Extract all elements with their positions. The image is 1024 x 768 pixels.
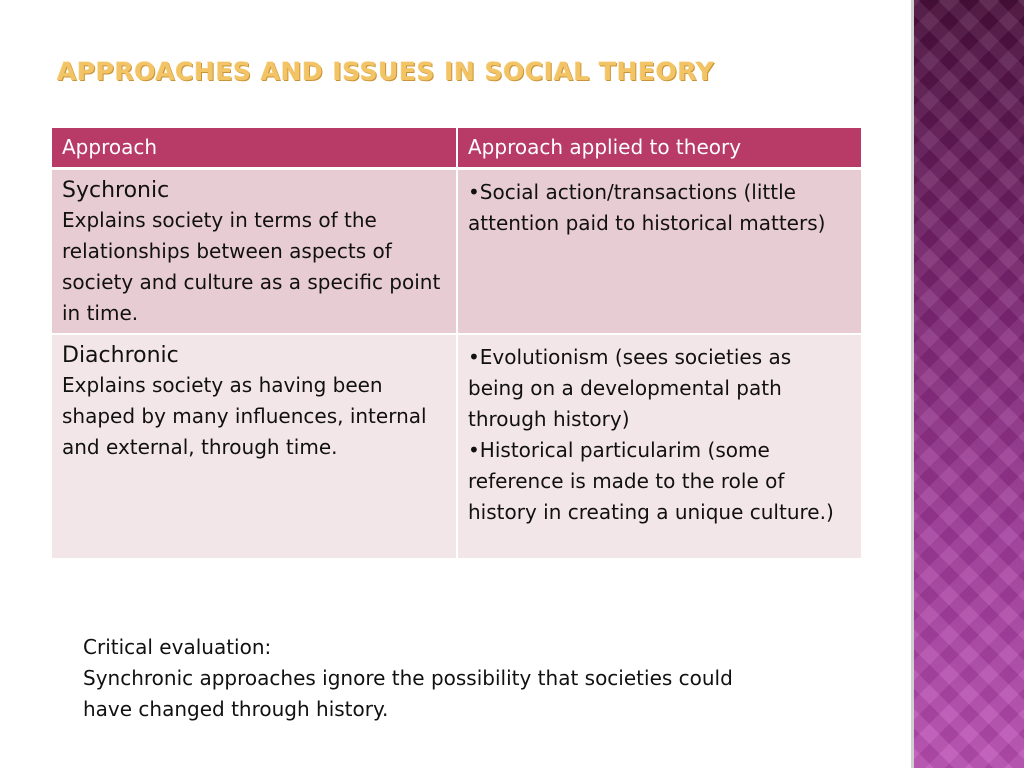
slide-title: APPROACHES AND ISSUES IN SOCIAL THEORY: [57, 57, 715, 86]
evaluation-heading: Critical evaluation:: [83, 635, 272, 659]
cell-approach-synchronic: [52, 168, 457, 334]
bullet-historical-particularism: •Historical particularim (some reference is made to the role of history in creating a unique culture.): [468, 438, 834, 524]
cell-applied-synchronic: [457, 168, 861, 334]
bullet-evolutionism: •Evolutionism (sees societies as being on a developmental path through history): [468, 345, 792, 431]
table-row-synchronic: [52, 168, 861, 334]
evaluation-text: Synchronic approaches ignore the possibility that societies could have changed through history.: [83, 666, 733, 721]
bullet-social-action: •Social action/transactions (little attention paid to historical matters): [468, 179, 826, 235]
approach-table: [52, 128, 861, 560]
cell-applied-diachronic: [457, 334, 861, 559]
table-row-diachronic: [52, 334, 861, 559]
description-diachronic: Explains society as having been shaped by many influences, internal and external, through time.: [62, 373, 427, 459]
term-synchronic: Sychronic: [62, 177, 170, 203]
header-approach-applied: Approach applied to theory: [457, 128, 861, 168]
cell-approach-diachronic: [52, 334, 457, 559]
table-header-row: [52, 128, 861, 168]
critical-evaluation: [83, 632, 783, 725]
header-approach: Approach: [52, 128, 457, 168]
decorative-side-panel: [914, 0, 1024, 768]
term-diachronic: Diachronic: [62, 343, 179, 368]
description-synchronic: Explains society in terms of the relationships between aspects of society and culture as a specific point in time.: [62, 207, 441, 325]
